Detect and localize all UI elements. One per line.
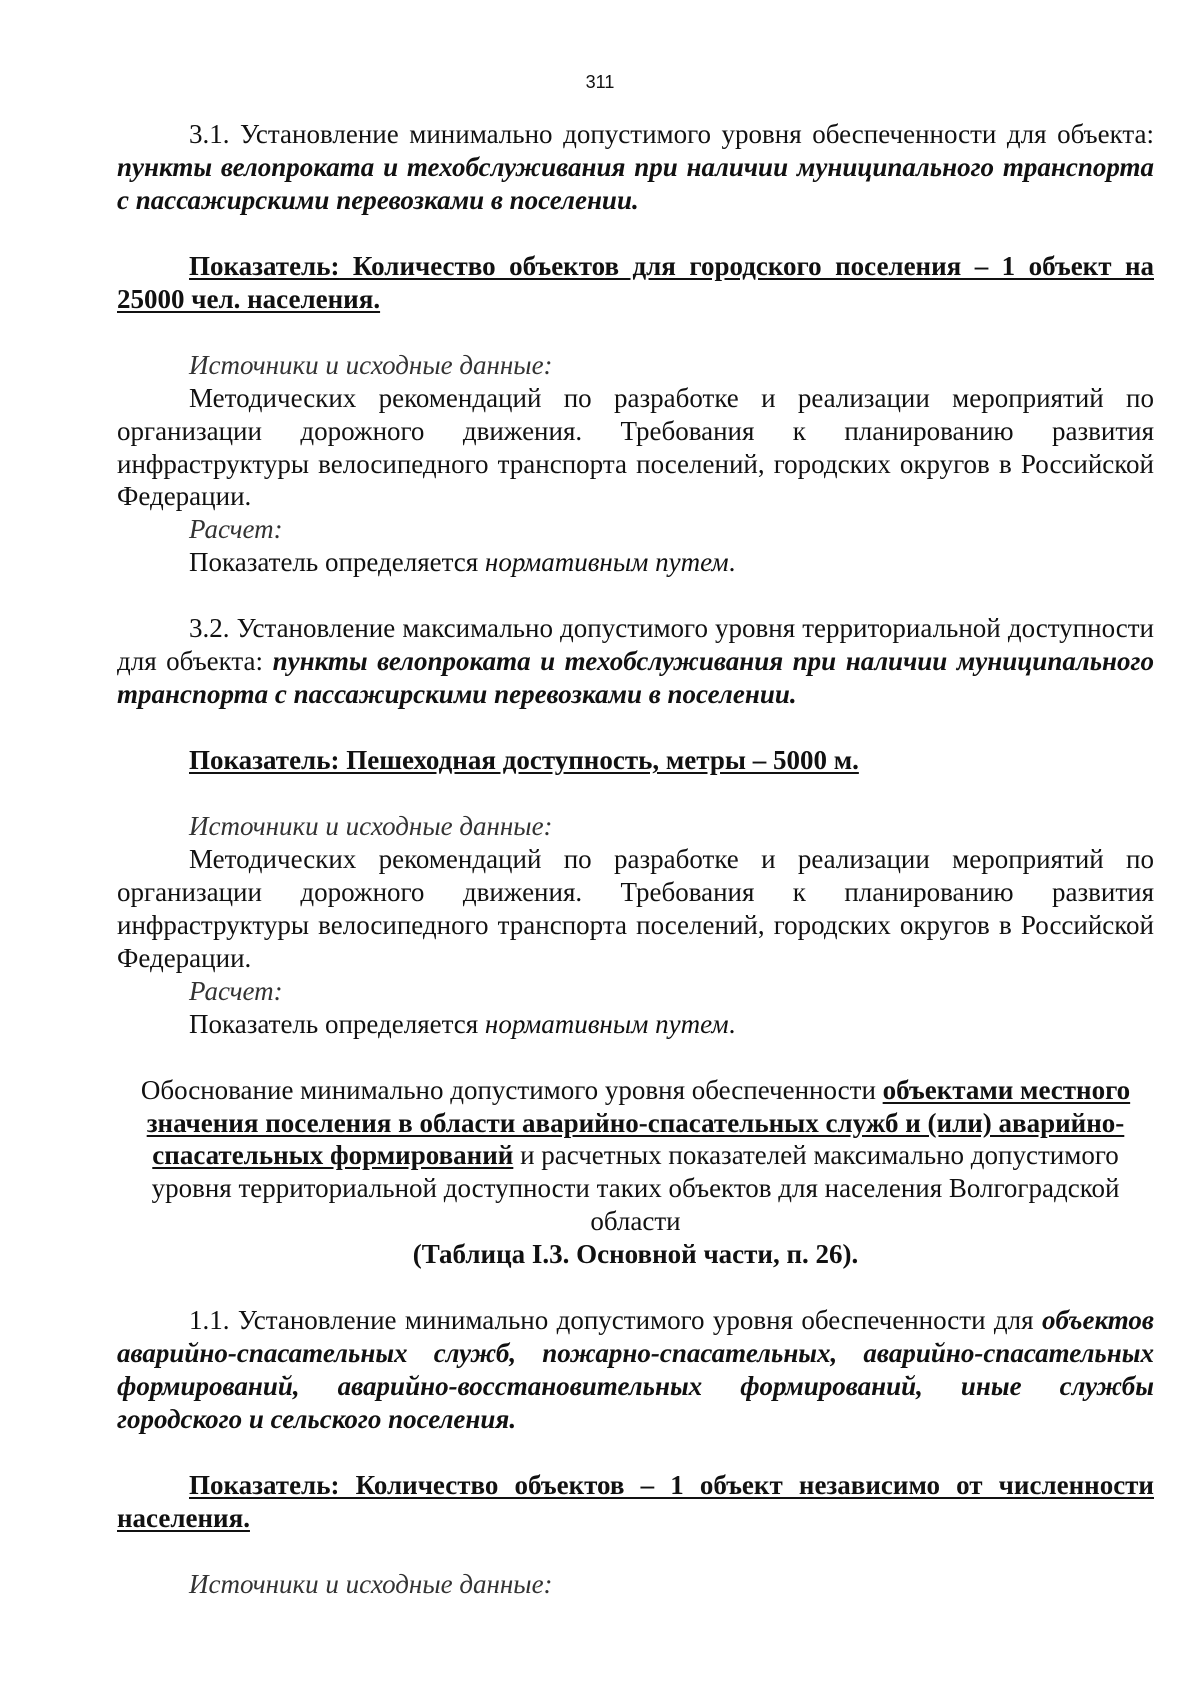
indicator-1-1-text: Показатель: Количество объектов – 1 объект независимо от численности населения. <box>117 1469 1154 1533</box>
sources-label-1-1: Источники и исходные данные: <box>189 1568 553 1599</box>
calc-end-3-1: . <box>728 547 736 578</box>
indicator-3-2-text: Показатель: Пешеходная доступность, метры – 5000 м. <box>189 745 859 776</box>
calc-text-3-2-main: Показатель определяется <box>189 1008 485 1039</box>
paragraph-1-1-intro: 1.1. Установление минимально допустимого уровня обеспеченности для <box>189 1305 1042 1336</box>
spacer <box>117 711 1154 744</box>
calc-text-3-1-main: Показатель определяется <box>189 547 485 578</box>
calc-label-3-1: Расчет: <box>189 514 283 545</box>
sources-label-3-1: Источники и исходные данные: <box>189 349 553 380</box>
spacer <box>117 1535 1154 1568</box>
section-heading-part3: и расчетных показателей максимально допустимого уровня территориальной доступности таких объектов для населения Волгоградской области <box>151 1140 1120 1237</box>
calc-end-3-2: . <box>728 1008 736 1039</box>
sources-label-3-2: Источники и исходные данные: <box>189 811 553 841</box>
calc-method-3-2: нормативным путем <box>484 1008 729 1039</box>
paragraph-3-1-object: пункты велопроката и техобслуживания при наличии муниципального транспорта с пассажирскими перевозками в поселении. <box>117 151 1154 215</box>
section-heading-reference: (Таблица I.3. Основной части, п. 26). <box>412 1239 859 1270</box>
calc-text-3-2 <box>117 1008 1154 1041</box>
calc-label-3-2: Расчет: <box>189 975 283 1006</box>
document-body <box>117 118 1154 1601</box>
paragraph-3-1-intro: 3.1. Установление минимально допустимого уровня обеспеченности для объекта: <box>189 119 1154 149</box>
section-heading-part2: объектами местного значения поселения в области аварийно-спасательных служб и (или) аварийно-спасательных формирований <box>146 1074 1131 1171</box>
paragraph-3-2 <box>117 612 1154 711</box>
section-heading-part1: Обоснование минимально допустимого уровня обеспеченности <box>140 1074 883 1105</box>
spacer <box>117 316 1154 349</box>
calc-text-3-1 <box>117 546 1154 579</box>
calc-method-3-1: нормативным путем <box>484 547 729 578</box>
spacer <box>117 777 1154 810</box>
indicator-3-2 <box>117 744 1154 777</box>
indicator-3-1 <box>117 250 1154 316</box>
paragraph-3-2-intro: 3.2. Установление максимально допустимого уровня территориальной доступности для объекта: <box>117 613 1154 677</box>
section-heading-text <box>127 1074 1144 1239</box>
sources-text-3-1: Методических рекомендаций по разработке и реализации мероприятий по организации дорожного движения. Требования к планированию развития инфраструктуры велосипедного транспорта поселений, городских округов в Российской Федерации. <box>117 382 1154 512</box>
spacer <box>117 217 1154 250</box>
indicator-3-1-text: Количество объектов для городского поселения – 1 объект на 25000 чел. населения. <box>117 250 1154 314</box>
paragraph-1-1 <box>117 1304 1154 1436</box>
indicator-3-1-label: Показатель: <box>189 250 340 281</box>
spacer <box>117 1041 1154 1074</box>
spacer <box>117 1271 1154 1304</box>
spacer <box>117 579 1154 612</box>
spacer <box>117 1436 1154 1469</box>
page-number: 311 <box>585 72 615 92</box>
indicator-1-1 <box>117 1469 1154 1535</box>
paragraph-3-2-object: пункты велопроката и техобслуживания при наличии муниципального транспорта с пассажирскими перевозками в поселении. <box>117 646 1154 710</box>
section-heading <box>117 1074 1154 1272</box>
sources-text-3-2: Методических рекомендаций по разработке и реализации мероприятий по организации дорожного движения. Требования к планированию развития инфраструктуры велосипедного транспорта поселений, городских округов в Российской Федерации. <box>117 843 1154 973</box>
paragraph-3-1 <box>117 118 1154 217</box>
paragraph-1-1-object: объектов аварийно-спасательных служб, пожарно-спасательных, аварийно-спасательных формирований, аварийно-восстановительных формирований, иные службы городского и сельского поселения. <box>117 1305 1154 1434</box>
